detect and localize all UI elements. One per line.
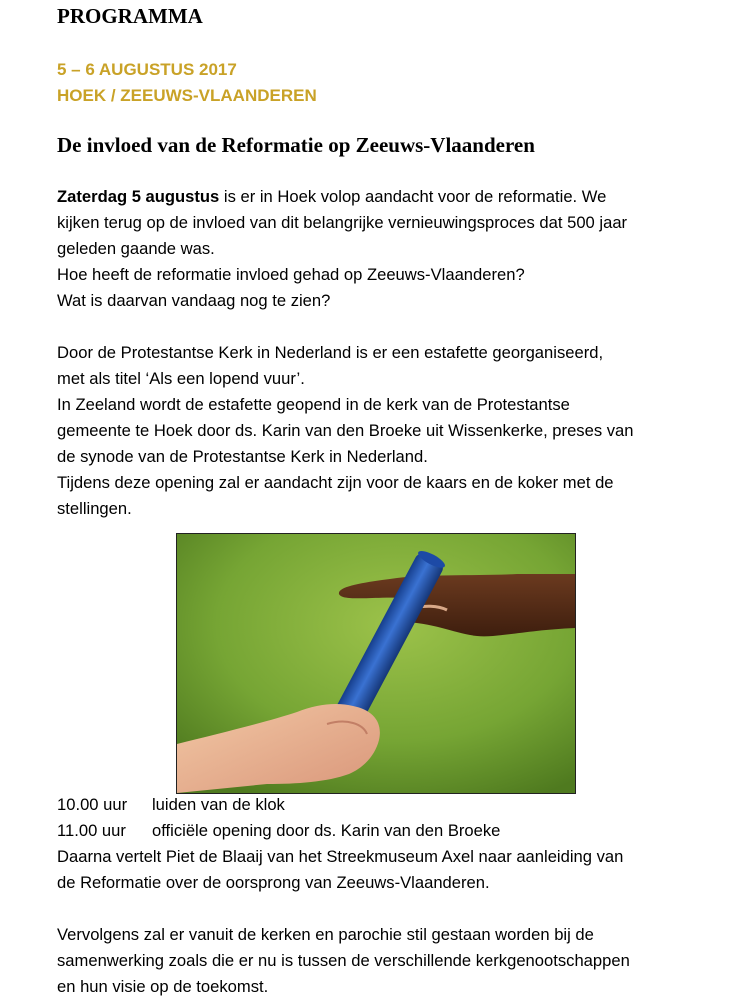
intro-line-3: geleden gaande was. xyxy=(57,239,215,258)
closing-line-2: samenwerking zoals die er nu is tussen de verschillende kerkgenootschappen xyxy=(57,951,630,970)
estafette-line-3: In Zeeland wordt de estafette geopend in de kerk van de Protestantse xyxy=(57,395,570,414)
after-line-1: Daarna vertelt Piet de Blaaij van het Streekmuseum Axel naar aanleiding van xyxy=(57,847,624,866)
intro-paragraph xyxy=(57,184,737,314)
baton-handoff-illustration xyxy=(177,534,575,793)
intro-line-1 xyxy=(57,184,737,210)
intro-bold-lead: Zaterdag 5 augustus xyxy=(57,187,220,206)
after-line-2: de Reformatie over de oorsprong van Zeeuws-Vlaanderen. xyxy=(57,873,490,892)
schedule-text: officiële opening door ds. Karin van den Broeke xyxy=(152,821,501,840)
event-location: HOEK / ZEEUWS-VLAANDEREN xyxy=(57,86,317,105)
estafette-line-4: gemeente te Hoek door ds. Karin van den Broeke uit Wissenkerke, preses van xyxy=(57,421,634,440)
page-title: PROGRAMMA xyxy=(57,4,203,28)
schedule-text: luiden van de klok xyxy=(152,795,285,814)
intro-line-1-rest: is er in Hoek volop aandacht voor de reformatie. We xyxy=(219,187,607,206)
estafette-line-6: Tijdens deze opening zal er aandacht zijn voor de kaars en de koker met de xyxy=(57,473,614,492)
article-subtitle: De invloed van de Reformatie op Zeeuws-Vlaanderen xyxy=(57,133,535,157)
schedule-item xyxy=(57,818,500,844)
intro-line-4: Hoe heeft de reformatie invloed gehad op Zeeuws-Vlaanderen? xyxy=(57,265,525,284)
intro-line-5: Wat is daarvan vandaag nog te zien? xyxy=(57,291,331,310)
intro-line-2: kijken terug op de invloed van dit belangrijke vernieuwingsproces dat 500 jaar xyxy=(57,213,628,232)
after-paragraph xyxy=(57,844,737,896)
closing-paragraph xyxy=(57,922,737,1000)
schedule-item xyxy=(57,792,285,818)
estafette-line-2: met als titel ‘Als een lopend vuur’. xyxy=(57,369,305,388)
schedule-time: 11.00 uur xyxy=(57,821,126,840)
closing-line-1: Vervolgens zal er vanuit de kerken en parochie stil gestaan worden bij de xyxy=(57,925,594,944)
estafette-line-1: Door de Protestantse Kerk in Nederland is er een estafette georganiseerd, xyxy=(57,343,604,362)
estafette-line-7: stellingen. xyxy=(57,499,132,518)
schedule-time: 10.00 uur xyxy=(57,795,128,814)
closing-line-3: en hun visie op de toekomst. xyxy=(57,977,269,996)
event-date: 5 – 6 AUGUSTUS 2017 xyxy=(57,60,237,79)
estafette-paragraph xyxy=(57,340,737,522)
relay-baton-photo xyxy=(176,533,576,794)
estafette-line-5: de synode van de Protestantse Kerk in Nederland. xyxy=(57,447,428,466)
